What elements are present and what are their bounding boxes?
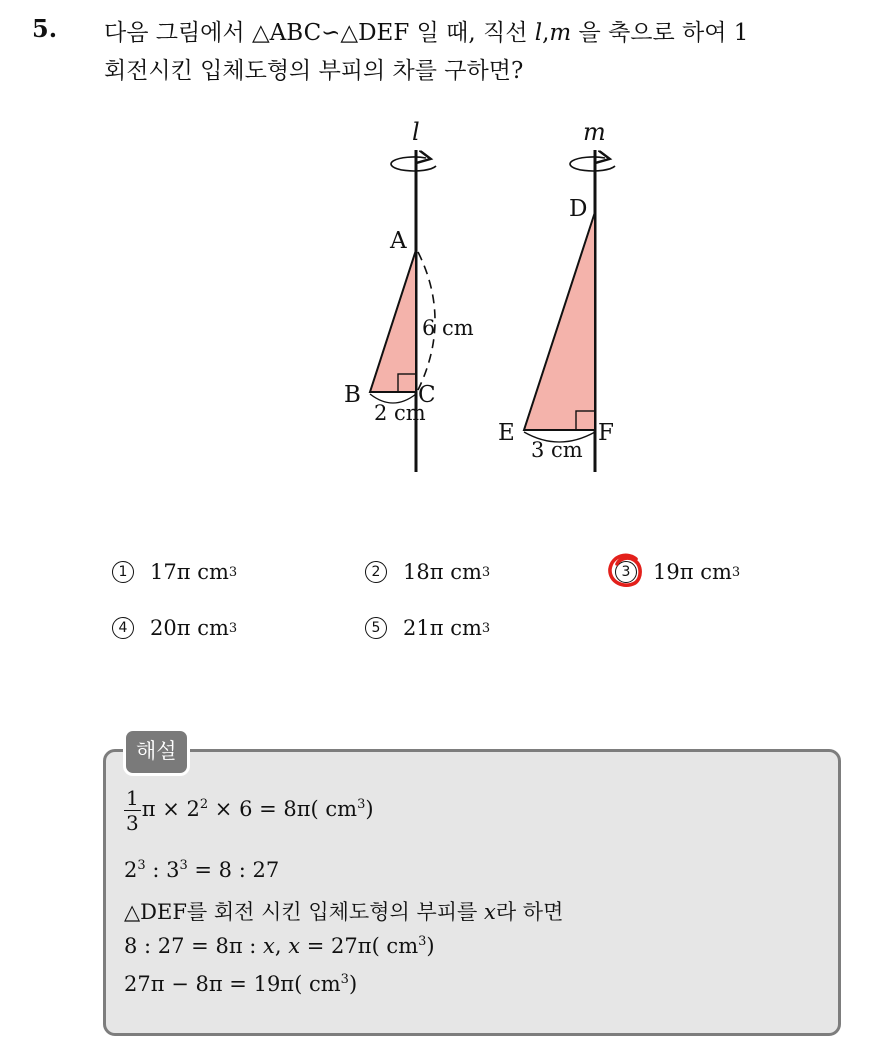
choice-5-mark: 5	[365, 617, 387, 639]
triangle-def	[524, 212, 595, 430]
fraction-one-third: $\frac{1}{3}$	[126, 786, 139, 835]
solution-line-4: 8 : 27 = 8π : x, x = 27π( $cm^3$)	[124, 934, 435, 958]
label-e: E	[498, 420, 515, 446]
choice-3[interactable]: 3 19π cm 3	[615, 560, 740, 584]
question-line-1: 다음 그림에서 △ABC∽△DEF 일 때, 직선 l,m 을 축으로 하여 1	[104, 20, 749, 46]
choice-1[interactable]: 1 17π cm 3	[112, 560, 237, 584]
solution-line-2: $2^3$ : $3^3 = 8$ : 27	[124, 858, 280, 882]
base-def-label: 3 cm	[531, 438, 583, 462]
choice-4-mark: 4	[112, 617, 134, 639]
triangle-abc	[370, 250, 416, 392]
axis-l-name: l	[412, 118, 420, 146]
rotation-arrow-l	[391, 157, 436, 171]
choice-1-mark: 1	[112, 561, 134, 583]
height-label: 6 cm	[422, 316, 474, 340]
solution-line-5: 27π − 8π = 19π( $cm^3$)	[124, 972, 358, 996]
axis-m-name: m	[583, 118, 606, 146]
label-f: F	[598, 420, 614, 446]
choice-5[interactable]: 5 21π cm 3	[365, 616, 490, 640]
choice-3-mark: 3	[615, 561, 637, 583]
solution-line-3: △DEF를 회전 시킨 입체도형의 부피를 x라 하면	[124, 900, 564, 924]
label-c: C	[418, 382, 436, 408]
solution-line-1: $\frac{1}{3}$ $\pi \times 2^2 \times 6 = 8\pi$( $cm^3$)	[126, 786, 374, 835]
label-a: A	[390, 228, 407, 254]
solution-tag: 해설	[123, 728, 190, 776]
question-number: 5.	[32, 14, 58, 43]
triangle-figure	[0, 0, 884, 520]
choice-2-mark: 2	[365, 561, 387, 583]
question-line-2: 회전시킨 입체도형의 부피의 차를 구하면?	[104, 58, 524, 84]
rotation-arrow-m	[570, 157, 615, 171]
label-b: B	[344, 382, 361, 408]
base-abc-label: 2 cm	[374, 401, 426, 425]
choice-4[interactable]: 4 20π cm 3	[112, 616, 237, 640]
label-d: D	[569, 196, 588, 222]
choice-2[interactable]: 2 18π cm 3	[365, 560, 490, 584]
